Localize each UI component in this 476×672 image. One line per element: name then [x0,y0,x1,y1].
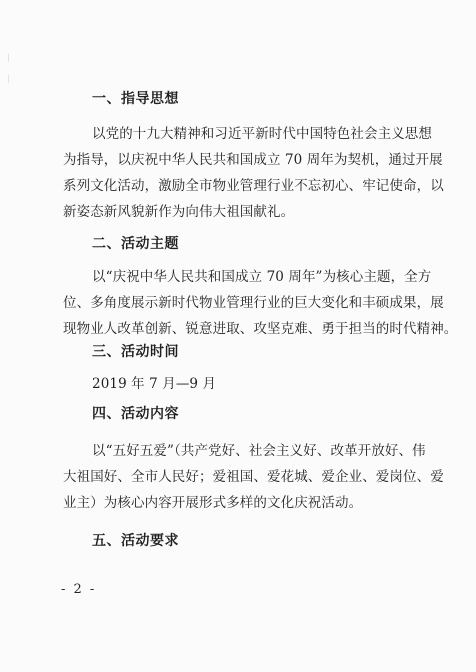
section-paragraph-activity-time [92,371,216,397]
section-paragraph-guiding-ideology [63,121,444,225]
paragraph-line: 大祖国好、全市人民好；爱祖国、爱花城、爱企业、爱岗位、爱 [63,469,444,485]
paragraph-line: 以党的十九大精神和习近平新时代中国特色社会主义思想 [92,126,432,142]
scan-edge-mark [8,75,9,83]
section-heading-activity-content: 四、活动内容 [92,406,179,422]
paragraph-line: 位、多角度展示新时代物业管理行业的巨大变化和丰硕成果，展 [63,295,444,311]
section-heading-guiding-ideology: 一、指导思想 [92,91,179,107]
paragraph-line: 新姿态新风貌新作为向伟大祖国献礼。 [63,204,295,220]
section-paragraph-activity-theme [63,264,457,342]
paragraph-line: 为指导，以庆祝中华人民共和国成立 70 周年为契机，通过开展 [63,152,443,168]
section-heading-activity-time: 三、活动时间 [92,344,179,360]
scan-edge-mark [8,54,9,62]
paragraph-line: 系列文化活动，激励全市物业管理行业不忘初心、牢记使命，以 [63,178,444,194]
paragraph-line: 以“五好五爱”（共产党好、社会主义好、改革开放好、伟 [92,443,426,459]
page-number: - 2 - [61,582,97,597]
section-heading-activity-requirements: 五、活动要求 [92,533,179,549]
section-paragraph-activity-content [63,438,444,516]
section-heading-activity-theme: 二、活动主题 [92,236,179,252]
paragraph-line: 2019 年 7 月—9 月 [92,376,217,392]
paragraph-line: 以“庆祝中华人民共和国成立 70 周年”为核心主题，全方 [92,269,432,285]
paragraph-line: 现物业人改革创新、锐意进取、攻坚克难、勇于担当的时代精神。 [63,321,458,337]
paragraph-line: 业主）为核心内容开展形式多样的文化庆祝活动。 [63,495,363,511]
